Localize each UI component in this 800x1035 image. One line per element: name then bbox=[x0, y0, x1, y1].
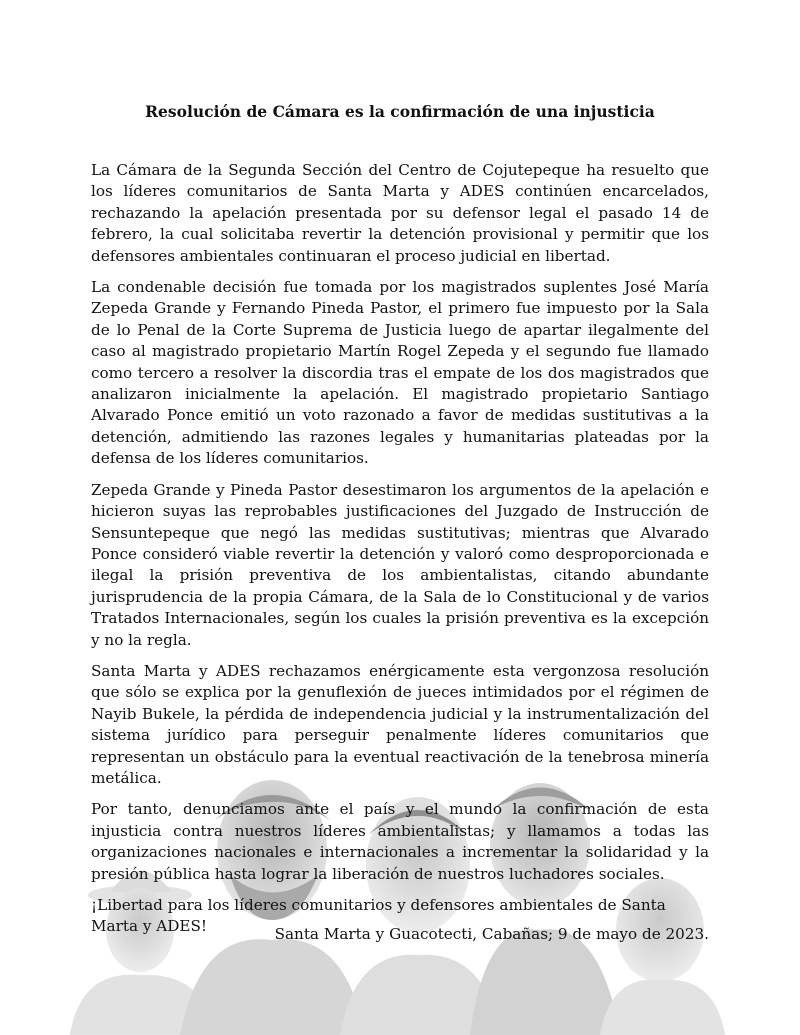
paragraph-5: Por tanto, denunciamos ante el país y el mundo la confirmación de esta injusticia contra nuestros líderes ambientalistas; y llamamos a todas las organizaciones nacionales e internacionales a incrementar la solidaridad y la presión pública hasta lograr la liberación de nuestros luchadores sociales. bbox=[91, 800, 709, 883]
document-title: Resolución de Cámara es la confirmación de una injusticia bbox=[145, 102, 655, 121]
document-body bbox=[91, 160, 709, 948]
paragraph-4: Santa Marta y ADES rechazamos enérgicamente esta vergonzosa resolución que sólo se explica por la genuflexión de jueces intimidados por el régimen de Nayib Bukele, la pérdida de independencia judicial y la instrumentalización del sistema jurídico para perseguir penalmente líderes comunitarios que representan un obstáculo para la eventual reactivación de la tenebrosa minería metálica. bbox=[91, 661, 709, 787]
paragraph-2: La condenable decisión fue tomada por los magistrados suplentes José María Zepeda Grande y Fernando Pineda Pastor, el primero fue impuesto por la Sala de lo Penal de la Corte Suprema de Justicia luego de apartar ilegalmente del caso al magistrado propietario Martín Rogel Zepeda y el segundo fue llamado como tercero a resolver la discordia tras el empate de los dos magistrados que analizaron inicialmente la apelación. El magistrado propietario Santiago Alvarado Ponce emitió un voto razonado a favor de medidas sustitutivas a la detención, admitiendo las razones legales y humanitarias plateadas por la defensa de los líderes comunitarios. bbox=[91, 278, 709, 468]
paragraph-1: La Cámara de la Segunda Sección del Centro de Cojutepeque ha resuelto que los líderes comunitarios de Santa Marta y ADES continúen encarcelados, rechazando la apelación presentada por su defensor legal el pasado 14 de febrero, la cual solicitaba revertir la detención provisional y permitir que los defensores ambientales continuaran el proceso judicial en libertad. bbox=[91, 161, 709, 265]
signature-line: Santa Marta y Guacotecti, Cabañas; 9 de mayo de 2023. bbox=[274, 925, 709, 943]
paragraph-6: ¡Libertad para los líderes comunitarios y defensores ambientales de Santa Marta y ADES! bbox=[91, 896, 666, 936]
paragraph-3: Zepeda Grande y Pineda Pastor desestimaron los argumentos de la apelación e hicieron suyas las reprobables justificaciones del Juzgado de Instrucción de Sensuntepeque que negó las medidas sustitutivas; mientras que Alvarado Ponce consideró viable revertir la detención y valoró como desproporcionada e ilegal la prisión preventiva de los ambientalistas, citando abundante jurisprudencia de la propia Cámara, de la Sala de lo Constitucional y de varios Tratados Internacionales, según los cuales la prisión preventiva es la excepción y no la regla. bbox=[91, 480, 709, 649]
